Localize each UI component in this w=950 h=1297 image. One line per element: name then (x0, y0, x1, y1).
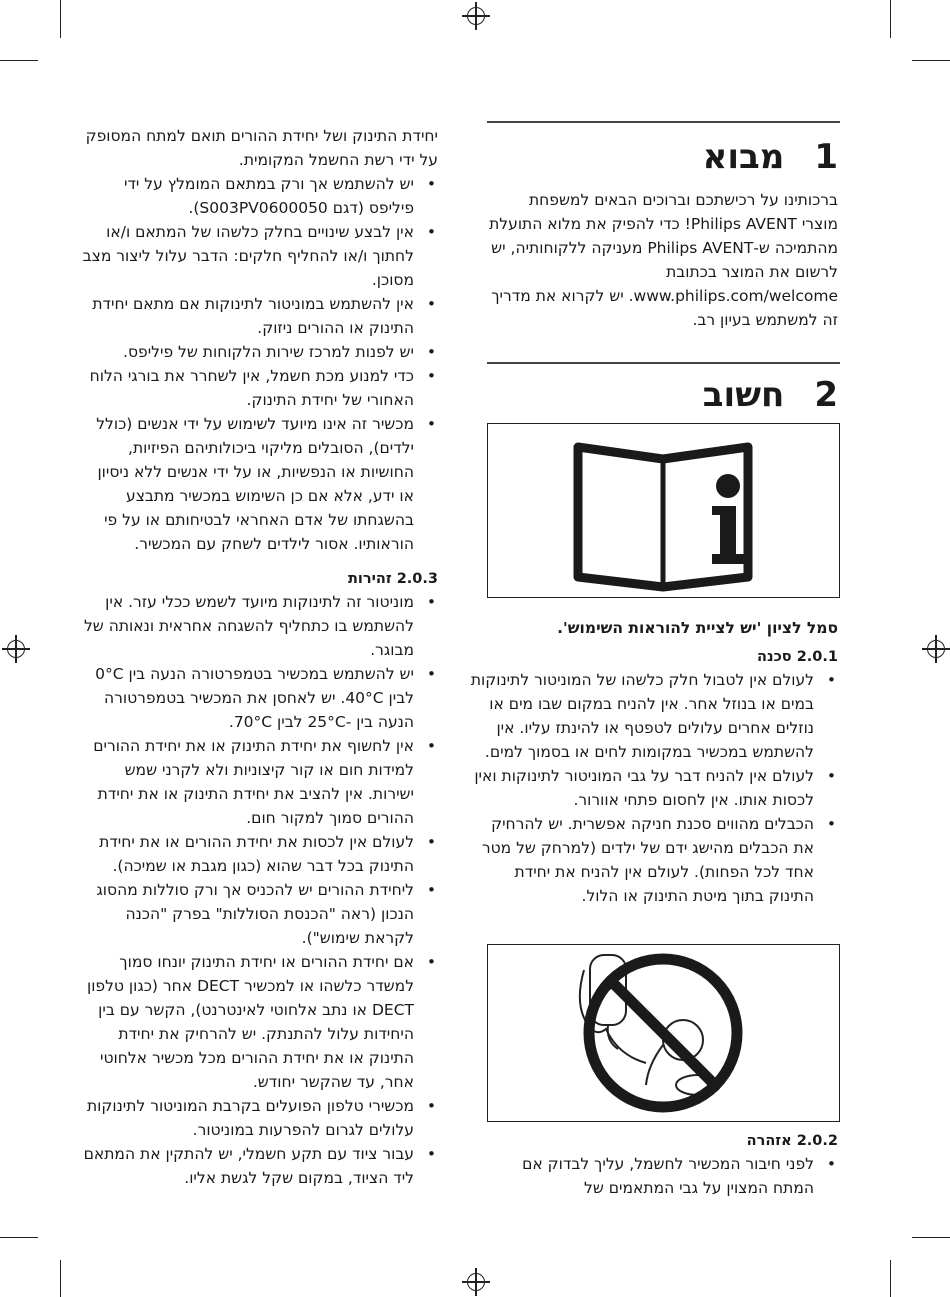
continued-paragraph: יחידת התינוק ושל יחידת ההורים תואם למתח המסופק על ידי רשת החשמל המקומית. (85, 127, 438, 169)
crop-mark (890, 0, 891, 38)
section-number: 2 (814, 375, 838, 415)
section-1-heading (478, 137, 838, 177)
section-divider (487, 121, 840, 123)
registration-mark-icon (927, 640, 945, 658)
intro-paragraph: ברכותינו על רכישתכם וברוכים הבאים למשפחת מוצרי Philips AVENT! כדי להפיק את מלוא התועלת מהתמיכה ש-Philips AVENT מעניקה ללקוחותיה, יש לרשום את המוצר בכתובת www.philips.com/welcome. יש לקרוא את מדריך זה למשתמש בעיון רב. (489, 191, 838, 329)
list-item: • עבור ציוד עם תקע חשמלי, יש להתקין את המתאם ליד הציוד, במקום שקל לגשת אליו. (78, 1142, 438, 1190)
list-item: • מוניטור זה לתינוקות מיועד לשמש ככלי עזר. אין להשתמש בו כתחליף להשגחה אחראית ונאותה של מבוגר. (78, 590, 438, 662)
warning-block (488, 1130, 838, 1200)
warning-icon-frame (487, 944, 840, 1122)
crop-mark (60, 0, 61, 38)
list-item: • מכשירי טלפון הפועלים בקרבת המוניטור לתינוקות עלולים לגרום להפרעות במוניטור. (78, 1094, 438, 1142)
list-item: • אין להשתמש במוניטור לתינוקות אם מתאם יחידת התינוק או ההורים ניזוק. (78, 292, 438, 340)
section-title: מבוא (702, 137, 785, 177)
crop-mark (0, 1237, 38, 1238)
warning-list (488, 1152, 838, 1200)
crop-mark (0, 60, 38, 61)
danger-list (466, 668, 838, 908)
caution-heading: 2.0.3 זהירות (348, 571, 438, 587)
list-item: • לעולם אין לטבול חלק כלשהו של המוניטור לתינוקות במים או בנוזל אחר. אין להניח במקום שבו מים או נוזלים אחרים עלולים לטפטף או להינתז עליו. אין להשתמש במכשיר במקומות לחים או בסמוך למים. (466, 668, 838, 764)
safety-list (78, 172, 438, 556)
section-2-heading (478, 375, 838, 415)
caution-block (78, 568, 438, 1190)
list-item: • אין לחשוף את יחידת התינוק או את יחידת ההורים למידות חום או קור קיצוניות ולא לקרני שמש ישירות. אין להציב את יחידת התינוק או את יחידת ההורים סמוך למקור חום. (78, 734, 438, 830)
list-item: • לעולם אין לכסות את יחידת ההורים או את יחידת התינוק בכל דבר שהוא (כגון מגבת או שמיכה). (78, 830, 438, 878)
list-item: • יש לפנות למרכז שירות הלקוחות של פיליפס. (78, 340, 438, 364)
section-title: חשוב (702, 375, 785, 415)
warning-heading: 2.0.2 אזהרה (746, 1133, 838, 1149)
caution-list (78, 590, 438, 1190)
info-icon-frame (487, 423, 840, 598)
list-item: • מכשיר זה אינו מיועד לשימוש על ידי אנשים (כולל ילדים), הסובלים מליקוי ביכולותיהם הפיזיות, החושיות או הנפשיות, או על ידי אנשים ללא ניסיון או ידע, אלא אם כן השימוש במכשיר מתבצע בהשגחתו של אדם האחראי לבטיחותם או על פי הוראותיו. אסור לילדים לשחק עם המכשיר. (78, 412, 438, 556)
crop-mark (890, 1260, 891, 1297)
crop-mark (912, 1237, 950, 1238)
list-item: • ליחידת ההורים יש להכניס אך ורק סוללות מהסוג הנכון (ראה "הכנסת הסוללות" בפרק "הכנה לקראת שימוש"). (78, 878, 438, 950)
danger-heading: 2.0.1 סכנה (757, 649, 838, 665)
list-item: • יש להשתמש במכשיר בטמפרטורה הנעה בין 0°C לבין 40°C. יש לאחסן את המכשיר בטמפרטורה הנעה בין -25°C לבין 70°C. (78, 662, 438, 734)
section-divider (487, 362, 840, 364)
info-book-icon (488, 424, 839, 597)
cord-strangulation-warning-icon (488, 945, 839, 1121)
registration-mark-icon (7, 640, 25, 658)
section-number: 1 (814, 137, 838, 177)
registration-mark-icon (467, 7, 485, 25)
list-item: • כדי למנוע מכת חשמל, אין לשחרר את בורגי הלוח האחורי של יחידת התינוק. (78, 364, 438, 412)
registration-mark-icon (467, 1273, 485, 1291)
safety-continued-block (78, 124, 438, 556)
crop-mark (60, 1260, 61, 1297)
danger-block (466, 646, 838, 908)
list-item: • לעולם אין להניח דבר על גבי המוניטור לתינוקות ואין לכסות אותו. אין לחסום פתחי אוורור. (466, 764, 838, 812)
list-item: • אין לבצע שינויים בחלק כלשהו של המתאם ו/או לחתוך ו/או להחליף חלקים: הדבר עלול ליצור מצב מסוכן. (78, 220, 438, 292)
list-item: • הכבלים מהווים סכנת חניקה אפשרית. יש להרחיק את הכבלים מהישג ידם של ילדים (למרחק של מטר אחד לכל הפחות). לעולם אין להניח את יחידת התינוק בתוך מיטת התינוק או הלול. (466, 812, 838, 908)
list-item: • יש להשתמש אך ורק במתאם המומלץ על ידי פיליפס (דגם S003PV0600050). (78, 172, 438, 220)
icon-caption: סמל לציון 'יש לציית להוראות השימוש'. (557, 619, 838, 637)
crop-mark (912, 60, 950, 61)
list-item: • אם יחידת ההורים או יחידת התינוק יונחו סמוך למשדר כלשהו או למכשיר DECT אחר (כגון טלפון DECT או נתב אלחוטי לאינטרנט), הקשר עם בין היחידות עלול להתנתק. יש להרחיק את יחידת התינוק או את יחידת ההורים מכל מכשיר אלחוטי אחר, עד שהקשר יחודש. (78, 950, 438, 1094)
list-item: • לפני חיבור המכשיר לחשמל, עליך לבדוק אם המתח המצוין על גבי המתאמים של (488, 1152, 838, 1200)
